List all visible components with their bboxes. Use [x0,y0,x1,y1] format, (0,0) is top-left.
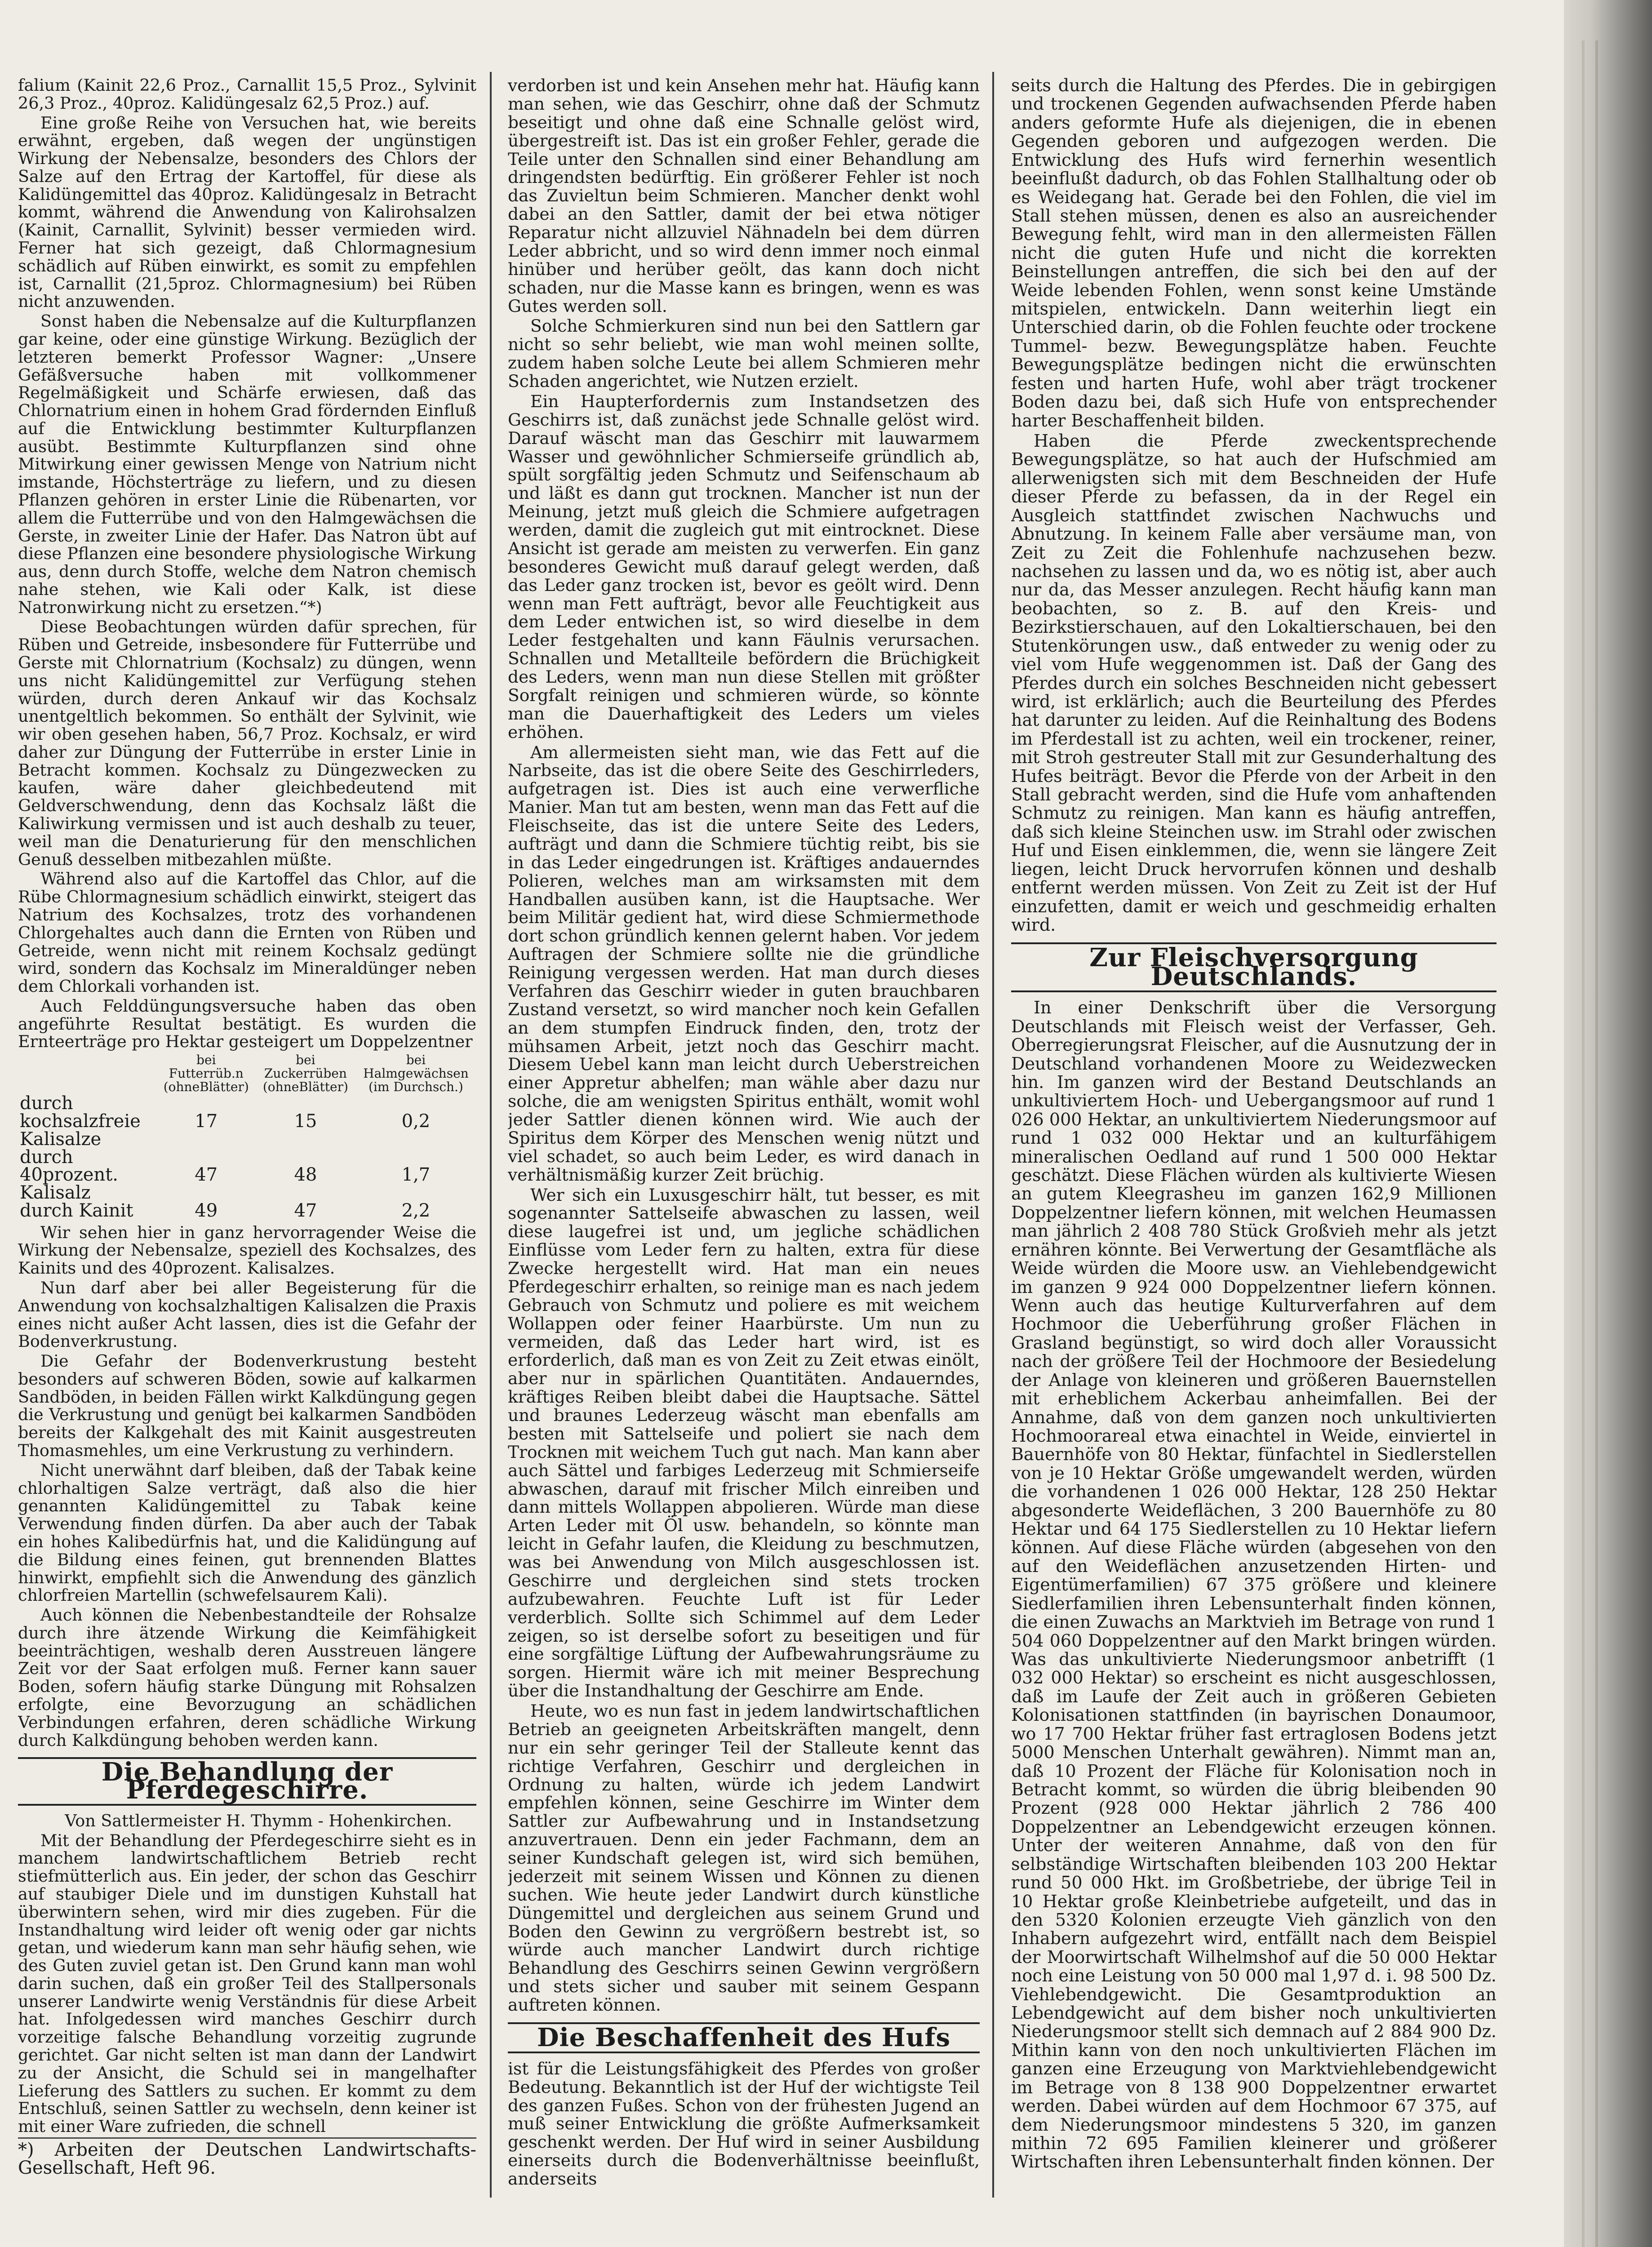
table-header: bei Halmgewächsen (im Durchsch.) [363,1052,469,1095]
table-cell: 49 [195,1200,218,1221]
page-edge-shadow [1564,0,1652,2247]
yield-table [18,1052,476,1220]
table-cell: 15 [294,1110,317,1132]
table-cell: 0,2 [401,1110,431,1132]
article-heading: Die Beschaffenheit des Hufs [508,2022,980,2053]
article-heading: Zur Fleischversorgung Deutschlands. [1011,942,1497,992]
table-header [18,1052,157,1095]
paragraph: Diese Beobachtungen würden dafür sprechen, für Rüben und Getreide, insbesondere für Futterrübe und Gerste mit Chlornatrium (Kochsalz) zu düngen, wenn uns nicht Kalidüngemittel zur Verfügung stehen würden, durch deren Ankauf wir das Kochsalz unentgeltlich bekommen. So enthält der Sylvinit, wie wir oben gesehen haben, 56,7 Proz. Kochsalz, er wird daher zur Düngung der Futterrübe in erster Linie in Betracht kommen. Kochsalz zu Düngezwecken zu kaufen, wäre daher gleichbedeutend mit Geldverschwendung, denn das Kochsalz läßt die Kaliwirkung vermissen und ist auch deshalb zu teuer, weil man die Denaturierung für den menschlichen Genuß desselben mitbezahlen müßte. [18,617,476,869]
paragraph: Sonst haben die Nebensalze auf die Kulturpflanzen gar keine, oder eine günstige Wirkung. Bezüglich der letzteren bemerkt Professor Wagner: „Unsere Gefäßversuche haben mit vollkommener Regelmäßigkeit und Schärfe erwiesen, daß das Chlornatrium einen in hohem Grad fördernden Einfluß auf die Entwicklung bestimmter Kulturpflanzen ausübt. Bestimmte Kulturpflanzen sind ohne Mitwirkung einer gewissen Menge von Natrium nicht imstande, Höchsterträge zu liefern, und zu diesen Pflanzen gehören in erster Linie die Rübenarten, vor allem die Futterrübe und von den Halmgewächsen die Gerste, in zweiter Linie der Hafer. Das Natron übt auf diese Pflanzen eine besondere physiologische Wirkung aus, denn durch Stoffe, welche dem Natron chemisch nahe stehen, wie Kali oder Kalk, ist diese Natronwirkung nicht zu ersetzen.“*) [18,311,476,617]
table-cell: durch Kainit [20,1200,133,1221]
paragraph: Auch können die Nebenbestandteile der Rohsalze durch ihre ätzende Wirkung die Keimfähigkeit beeinträchtigen, weshalb deren Ausstreuen längere Zeit vor der Saat erfolgen muß. Ferner kann sauer Boden, sofern häufig starke Düngung mit Rohsalzen erfolgte, eine Bevorzugung an schädlichen Verbindungen erfahren, deren schädliche Wirkung durch Kalkdüngung behoben werden kann. [18,1605,476,1750]
paragraph: Eine große Reihe von Versuchen hat, wie bereits erwähnt, ergeben, daß wegen der ungünstigen Wirkung der Nebensalze, besonders des Chlors der Salze auf den Ertrag der Kartoffel, für diese als Kalidüngemittel das 40proz. Kalidüngesalz in Betracht kommt, während die Anwendung von Kalirohsalzen (Kainit, Carnallit, Sylvinit) besser vermieden wird. Ferner hat sich gezeigt, daß Chlormagnesium schädlich auf Rüben einwirkt, es somit zu empfehlen ist, Carnallit (21,5proz. Chlormagnesium) bei Rüben nicht anzuwenden. [18,113,476,311]
table-row [18,1149,476,1202]
paragraph: Die Gefahr der Bodenverkrustung besteht besonders auf schweren Böden, sowie auf kalkarmen Sandböden, in beiden Fällen wirkt Kalkdüngung gegen die Verkrustung und genügt bei kalkarmen Sandböden bereits der Kalkgehalt des mit Kainit ausgestreuten Thomasmehles, um eine Verkrustung zu verhindern. [18,1351,476,1461]
column-rule [490,72,492,2198]
table-header: bei Futterrüb.n (ohneBlätter) [163,1052,249,1095]
table-cell: 1,7 [401,1164,431,1186]
paragraph: Haben die Pferde zweckentsprechende Bewegungsplätze, so hat auch der Hufschmied am allerwenigsten sich mit dem Beschneiden der Hufe dieser Pferde zu befassen, da in der Regel ein Ausgleich stattfindet zwischen Nachwuchs und Abnutzung. In keinem Falle aber versäume man, von Zeit zu Zeit die Fohlenhufe nachzusehen bezw. nachsehen zu lassen und da, wo es nötig ist, aber auch nur da, das Messer anzulegen. Recht häufig kann man beobachten, so z. B. auf den Kreis- und Bezirkstierschauen, auf den Lokaltierschauen, bei den Stutenkörungen usw., daß entweder zu wenig oder zu viel vom Hufe weggenommen ist. Daß der Gang des Pferdes durch ein solches Beschneiden nicht gebessert wird, ist erklärlich; auch die Beurteilung des Pferdes hat darunter zu leiden. Auf die Reinhaltung des Bodens im Pferdestall ist zu achten, weil ein trockener, reiner, mit Stroh gestreuter Stall mit zur Gesunderhaltung des Hufes beiträgt. Bevor die Pferde von der Arbeit in den Stall gebracht werden, sind die Hufe vom anhaftenden Schmutz zu reinigen. Man kann es häufig antreffen, daß sich kleine Steinchen usw. im Strahl oder zwischen Huf und Eisen einklemmen, die, wenn sie längere Zeit liegen, leicht Druck hervorrufen können und deshalb entfernt werden müssen. Von Zeit zu Zeit ist der Huf einzufetten, damit er weich und geschmeidig erhalten wird. [1011,431,1497,935]
paragraph: seits durch die Haltung des Pferdes. Die in gebirgigen und trockenen Gegenden aufwachsenden Pferde haben anders geformte Hufe als diejenigen, die in ebenen Gegenden geboren und aufgezogen werden. Die Entwicklung des Hufs wird fernerhin wesentlich beeinflußt dadurch, ob das Fohlen Stallhaltung oder ob es Weidegang hat. Gerade bei den Fohlen, die viel im Stall stehen müssen, denen es also an ausreichender Bewegung fehlt, wird man in den allermeisten Fällen nicht die guten Hufe und nicht die korrekten Beinstellungen antreffen, die sich bei den auf der Weide lebenden Fohlen, wenn sonst keine Umstände mitspielen, entwickeln. Dann weiterhin liegt ein Unterschied darin, ob die Fohlen feuchte oder trockene Tummel- bezw. Bewegungsplätze haben. Feuchte Bewegungsplätze bedingen nicht die erwünschten festen und harten Hufe, wohl aber trägt trockener Boden dazu bei, daß sich Hufe von entsprechender harter Beschaffenheit bilden. [1011,76,1497,431]
paragraph: Nun darf aber bei aller Begeisterung für die Anwendung von kochsalzhaltigen Kalisalzen die Praxis eines nicht außer Acht lassen, dies ist die Gefahr der Bodenverkrustung. [18,1278,476,1351]
paragraph: Ein Haupterfordernis zum Instandsetzen des Geschirrs ist, daß zunächst jede Schnalle gelöst wird. Darauf wäscht man das Geschirr mit lauwarmem Wasser und gewöhnlicher Schmierseife gründlich ab, spült sorgfältig jeden Schmutz und Seifenschaum ab und läßt es dann gut trocknen. Mancher ist nun der Meinung, jetzt muß gleich die Schmiere aufgetragen werden, damit die zugleich gut mit eintrocknet. Diese Ansicht ist gerade am meisten zu verwerfen. Ein ganz besonderes Gewicht muß darauf gelegt werden, daß das Leder ganz trocken ist, bevor es geölt wird. Denn wenn man Fett aufträgt, bevor alle Feuchtigkeit aus dem Leder entwichen ist, so wird dieselbe in dem Leder festgehalten und kann Fäulnis verursachen. Schnallen und Metallteile befördern die Brüchigkeit des Leders, wenn man nun diese Stellen mit größter Sorgfalt reinigen und schmieren würde, so könnte man die Dauerhaftigkeit des Leders um vieles erhöhen. [508,391,980,742]
paragraph: Nicht unerwähnt darf bleiben, daß der Tabak keine chlorhaltigen Salze verträgt, daß also die hier genannten Kalidüngemittel zu Tabak keine Verwendung finden dürfen. Da aber auch der Tabak ein hohes Kalibedürfnis hat, und die Kalidüngung auf die Bildung eines feinen, gut brennenden Blattes hinwirkt, empfiehlt sich die Anwendung des gänzlich chlorfreien Martellin (schwefelsaurem Kali). [18,1460,476,1605]
table-header: bei Zuckerrüben (ohneBlätter) [262,1052,348,1095]
table-cell: 47 [195,1164,218,1186]
table-row [18,1095,476,1148]
column-2 [508,76,980,2216]
paragraph: Heute, wo es nun fast in jedem landwirtschaftlichen Betrieb an geeigneten Arbeitskräften mangelt, denn nur ein sehr geringer Teil der Stalleute kennt das richtige Verfahren, Geschirr und dergleichen in Ordnung zu halten, würde ich jedem Landwirt empfehlen können, seine Geschirre im Winter dem Sattler zur Aufbewahrung und in Instandsetzung anzuvertrauen. Denn ein jeder Fachmann, dem an seiner Kundschaft gelegen ist, wird sich bemühen, jederzeit mit seinem Wissen und Können zu dienen suchen. Wie heute jeder Landwirt durch künstliche Düngemittel und dergleichen aus seinem Grund und Boden den Gewinn zu vergrößern bestrebt ist, so würde auch mancher Landwirt durch richtige Behandlung des Geschirrs seinen Gewinn vergrößern und stets sicher und sauber mit seinem Gespann auftreten können. [508,1701,980,2015]
paragraph: falium (Kainit 22,6 Proz., Carnallit 15,5 Proz., Sylvinit 26,3 Proz., 40proz. Kalidüngesalz 62,5 Proz.) auf. [18,76,476,113]
paragraph: Am allermeisten sieht man, wie das Fett auf die Narbseite, das ist die obere Seite des Geschirrleders, aufgetragen ist. Dies ist auch eine verwerfliche Manier. Man tut am besten, wenn man das Fett auf die Fleischseite, das ist die untere Seite des Leders, aufträgt und dann die Schmiere tüchtig reibt, bis sie in das Leder eingedrungen ist. Kräftiges andauerndes Polieren, welches man am wirksamsten mit dem Handballen ausüben kann, ist die Hauptsache. Wer beim Militär gedient hat, wird diese Schmiermethode dort schon gründlich kennen gelernt haben. Vor jedem Auftragen der Schmiere sollte nie die gründliche Reinigung vergessen werden. Hat man durch dieses Verfahren das Geschirr wieder in guten brauchbaren Zustand versetzt, so wird mancher noch kein Gefallen an dem stumpfen Eindruck finden, den, trotz der mühsamen Arbeit, jetzt noch das Geschirr macht. Diesem Uebel kann man leicht durch Ueberstreichen einer Appretur abhelfen; man wähle aber dazu nur solche, die am wenigsten Spiritus enthält, womit wohl jeder Sattler dienen können wird. Wie auch der Spiritus dem Körper des Menschen wenig nützt und viel schadet, so auch beim Leder, es wird danach in verhältnismäßig kurzer Zeit brüchig. [508,742,980,1185]
page-edge-line [1595,40,1598,2247]
paragraph: Während also auf die Kartoffel das Chlor, auf die Rübe Chlormagnesium schädlich einwirkt, steigert das Natrium des Kochsalzes, trotz des vorhandenen Chlorgehaltes auch dann die Ernten von Rüben und Getreide, wenn nicht mit reinem Kochsalz gedüngt wird, sondern das Kochsalz im Mineraldünger neben dem Chlorkali vorhanden ist. [18,869,476,996]
column-rule [992,72,994,2198]
table-cell: 48 [294,1164,317,1186]
paragraph: Solche Schmierkuren sind nun bei den Sattlern gar nicht so sehr beliebt, wie man wohl meinen sollte, zudem haben solche Leute bei allem Schmieren mehr Schaden angerichtet, wie Nutzen erzielt. [508,316,980,391]
table-row [18,1202,476,1220]
table-cell: durch kochsalzfreie Kalisalze [20,1093,141,1150]
footnote: *) Arbeiten der Deutschen Landwirtschafts-Gesellschaft, Heft 96. [18,2137,476,2177]
table-header-row [18,1052,476,1095]
paragraph: Auch Felddüngungsversuche haben das oben angeführte Resultat bestätigt. Es wurden die Ernteerträge pro Hektar gesteigert um Doppelzentner [18,996,476,1052]
column-1 [18,76,476,2216]
page-edge-line [1582,40,1585,2247]
table-cell: 17 [195,1110,218,1132]
paragraph: Mit der Behandlung der Pferdegeschirre sieht es in manchem landwirtschaftlichem Betrieb recht stiefmütterlich aus. Ein jeder, der schon das Geschirr auf staubiger Diele und im dunstigen Kuhstall hat überwintern sehen, wird mir dies zugeben. Für die Instandhaltung wird leider oft wenig oder gar nichts getan, und wiederum kann man sehr häufig sehen, wie des Guten zuviel getan ist. Den Grund kann man wohl darin suchen, daß ein großer Teil des Stallpersonals unserer Landwirte wenig Verständnis für diese Arbeit hat. Infolgedessen wird manches Geschirr durch vorzeitige falsche Behandlung vorzeitig zugrunde gerichtet. Gar nicht selten ist man dann der Landwirt zu der Ansicht, die Schuld sei in mangelhafter Lieferung des Sattlers zu suchen. Er kommt zu dem Entschluß, seinen Sattler zu wechseln, denn keiner ist mit einer Ware zufrieden, die schnell [18,1830,476,2136]
paragraph: In einer Denkschrift über die Versorgung Deutschlands mit Fleisch weist der Verfasser, Geh. Oberregierungsrat Fleischer, auf die Ausnutzung der in Deutschland vorhandenen Moore zu Weidezwecken hin. Im ganzen wird der Bestand Deutschlands an unkultiviertem Hoch- und Uebergangsmoor auf rund 1 026 000 Hektar, an unkultiviertem Niederungsmoor auf rund 1 032 000 Hektar und an kulturfähigem mineralischen Oedland auf rund 1 500 000 Hektar geschätzt. Diese Flächen würden als kultivierte Wiesen an gutem Kleegrasheu im ganzen 162,9 Millionen Doppelzentner liefern können, mit welchen Heumassen man jährlich 2 408 780 Stück Großvieh mehr als jetzt ernähren könnte. Bei Verwertung der Gesamtfläche als Weide würden die Moore usw. an Viehlebendgewicht im ganzen 9 924 000 Doppelzentner liefern können. Wenn auch das heutige Kulturverfahren auf dem Hochmoor die Ueberführung großer Flächen in Grasland begünstigt, so wird doch aller Voraussicht nach der größere Teil der Hochmoore der Besiedelung der Anlage von kleineren und größeren Bauernstellen mit erheblichem Ackerbau anheimfallen. Bei der Annahme, daß von dem ganzen noch unkultivierten Hochmoorareal etwa einachtel in Weide, einviertel in Bauernhöfe von 80 Hektar, fünfachtel in Siedlerstellen von je 10 Hektar Größe umgewandelt werden, würden die vorhandenen 1 026 000 Hektar, 128 250 Hektar abgesonderte Weideflächen, 3 200 Bauernhöfe zu 80 Hektar und 64 175 Siedlerstellen zu 10 Hektar liefern können. Auf diese Fläche würden (abgesehen von den auf den Weideflächen anzusetzenden Hirten- und Eigentümerfamilien) 67 375 größere und kleinere Siedlerfamilien ihren Lebensunterhalt finden können, die einen Zuwachs an Marktvieh im Betrage von rund 1 504 060 Doppelzentner auf den Markt bringen würden. Was das unkultivierte Niederungsmoor anbetrifft (1 032 000 Hektar) so erscheint es nicht ausgeschlossen, daß im Laufe der Zeit auch in größeren Gebieten Kolonisationen stattfinden (in bayrischen Donaumoor, wo 17 700 Hektar früher fast ertraglosen Bodens jetzt 5000 Menschen Unterhalt gewähren). Nimmt man an, daß 10 Prozent der Fläche für Kolonisation noch in Betracht kommt, so würden die übrig bleibenden 90 Prozent (928 000 Hektar jährlich 2 786 400 Doppelzentner an Lebendgewicht erzeugen können. Unter der weiteren Annahme, daß von den für selbständige Wirtschaften bleibenden 103 200 Hektar rund 50 000 Hkt. im Großbetriebe, der übrige Teil in 10 Hektar große Kleinbetriebe aufgeteilt, und das in den 5320 Kolonien erzeugte Vieh gänzlich von den Inhabern aufgezehrt wird, entfällt nach dem Beispiel der Moorwirtschaft Wilhelmshof auf die 50 000 Hektar noch eine Leistung von 50 000 mal 1,97 d. i. 98 500 Dz. Viehlebendgewicht. Die Gesamtproduktion an Lebendgewicht auf dem bisher noch unkultivierten Niederungsmoor stellt sich demnach auf 2 884 900 Dz. Mithin kann von den noch unkultivierten Flächen im ganzen eine Erzeugung von Marktviehlebendgewicht im Betrage von 8 138 900 Doppelzentner erwartet werden. Dabei würden auf dem Hochmoor 67 375, auf dem Niederungsmoor mindestens 5 320, im ganzen mithin 72 695 Familien kleinerer und größerer Wirtschaften ihren Lebensunterhalt finden können. Der [1011,998,1497,2172]
table-cell: 2,2 [401,1200,431,1221]
table-cell: durch 40prozent. Kalisalz [20,1146,119,1203]
paragraph: Wir sehen hier in ganz hervorragender Weise die Wirkung der Nebensalze, speziell des Kochsalzes, des Kainits und des 40prozent. Kalisalzes. [18,1222,476,1278]
paragraph: verdorben ist und kein Ansehen mehr hat. Häufig kann man sehen, wie das Geschirr, ohne daß der Schmutz beseitigt und ohne daß eine Schnalle gelöst wird, übergestreift ist. Das ist ein großer Fehler, gerade die Teile unter den Schnallen sind einer Behandlung am dringendsten bedürftig. Ein größerer Fehler ist noch das Zuvieltun beim Schmieren. Mancher denkt wohl dabei an den Sattler, damit der bei etwa nötiger Reparatur nicht allzuviel Nähnadeln bei dem dürren Leder abbricht, und so wird denn immer noch einmal hinüber und herüber geölt, das kann doch nicht schaden, nur die Masse kann es bringen, wenn es was Gutes werden soll. [508,76,980,316]
table-cell: 47 [294,1200,317,1221]
paragraph: ist für die Leistungsfähigkeit des Pferdes von großer Bedeutung. Bekanntlich ist der Huf der wichtigste Teil des ganzen Fußes. Schon von der frühesten Jugend an muß seiner Entwicklung die größte Aufmerksamkeit geschenkt werden. Der Huf wird in seiner Ausbildung einerseits durch die Bodenverhältnisse beeinflußt, anderseits [508,2058,980,2189]
byline: Von Sattlermeister H. Thymm - Hohenkirchen. [65,1811,452,1830]
article-heading: Die Behandlung der Pferdegeschirre. [18,1757,476,1806]
paragraph: Wer sich ein Luxusgeschirr hält, tut besser, es mit sogenannter Sattelseife abwaschen zu lassen, weil diese laugefrei ist und, um jegliche schädlichen Einflüsse vom Leder fern zu halten, extra für diese Zwecke hergestellt wird. Hat man ein neues Pferdegeschirr erhalten, so reinige man es nach jedem Gebrauch von Schmutz und poliere es mit weichem Wollappen oder feiner Haarbürste. Um nun zu vermeiden, daß das Leder hart wird, ist es erforderlich, daß man es von Zeit zu Zeit etwas einölt, aber nur in spärlichen Quantitäten. Andauerndes, kräftiges Reiben bleibt dabei die Hauptsache. Sättel und braunes Lederzeug wäscht man ebenfalls am besten mit Sattelseife und poliert sie nach dem Trocknen mit weichem Tuch gut nach. Man kann aber auch Sättel und farbiges Lederzeug mit Schmierseife abwaschen, darauf mit frischer Milch einreiben und dann mittels Wollappen abpolieren. Würde man diese Arten Leder mit Öl usw. behandeln, so könnte man leicht in Gefahr laufen, die Kleidung zu beschmutzen, was bei Anwendung von Milch ausgeschlossen ist. Geschirre und dergleichen sind stets trocken aufzubewahren. Feuchte Luft ist für Leder verderblich. Sollte sich Schimmel auf dem Leder zeigen, so ist derselbe sofort zu beseitigen und für eine sorgfältige Lüftung der Aufbewahrungsräume zu sorgen. Hiermit wäre ich mit meiner Besprechung über die Instandhaltung der Geschirre am Ende. [508,1185,980,1701]
column-3 [1011,76,1497,2216]
